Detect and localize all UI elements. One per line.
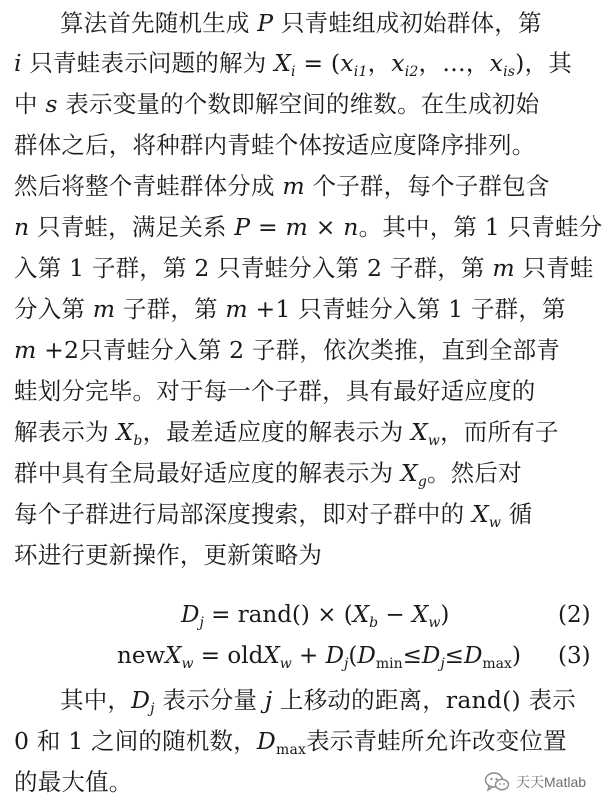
text-line-8: 分入第 m 子群，第 m +1 只青蛙分入第 1 子群，第 (14, 295, 566, 323)
text-line-5: 然后将整个青蛙群体分成 m 个子群，每个子群包含 (14, 172, 550, 200)
text-line-16: 0 和 1 之间的随机数，$D_{max}$表示青蛙所允许改变位置 (14, 727, 567, 758)
text-line-14: 环进行更新操作，更新策略为 (14, 541, 323, 569)
text-line-3: 中 s 表示变量的个数即解空间的维数。在生成初始 (14, 90, 540, 118)
text-line-13: 每个子群进行局部深度搜索，即对子群中的 $X_w$ 循 (14, 500, 533, 531)
text-line-7: 入第 1 子群，第 2 只青蛙分入第 2 子群，第 m 只青蛙 (14, 254, 594, 282)
text-line-1: 算法首先随机生成 P 只青蛙组成初始群体，第 (60, 9, 542, 37)
text-line-4: 群体之后，将种群内青蛙个体按适应度降序排列。 (14, 131, 536, 159)
equation-2-number: (2) (558, 602, 591, 628)
watermark-text: 天天Matlab (516, 774, 587, 790)
text-line-9: m +2只青蛙分入第 2 子群，依次类推，直到全部青 (14, 336, 560, 364)
text-line-17: 的最大值。 (14, 768, 133, 796)
text-line-15: 其中，$D_j$ 表示分量 j 上移动的距离，rand() 表示 (60, 686, 576, 717)
equation-3: newX$_w$ = oldX$_w$ + $D_j(D_{min}\le D_j\le D_{max})$ (117, 643, 521, 672)
watermark (484, 769, 586, 795)
text-line-12: 群中具有全局最好适应度的解表示为 $X_g$。然后对 (14, 459, 522, 490)
text-line-6: n 只青蛙，满足关系 P = m × n。其中，第 1 只青蛙分 (14, 213, 603, 241)
text-line-2: i 只青蛙表示问题的解为 $X_i = (x_{i1}$，$x_{i2}$，…，$x_{is}$)，其 (14, 49, 572, 80)
equation-3-number: (3) (558, 643, 591, 669)
wechat-icon (484, 771, 510, 793)
text-line-11: 解表示为 $X_b$，最差适应度的解表示为 $X_w$，而所有子 (14, 418, 559, 449)
equation-2: $D_j$ = rand() × $(X_b - X_w)$ (181, 602, 450, 631)
text-line-10: 蛙划分完毕。对于每一个子群，具有最好适应度的 (14, 377, 536, 405)
